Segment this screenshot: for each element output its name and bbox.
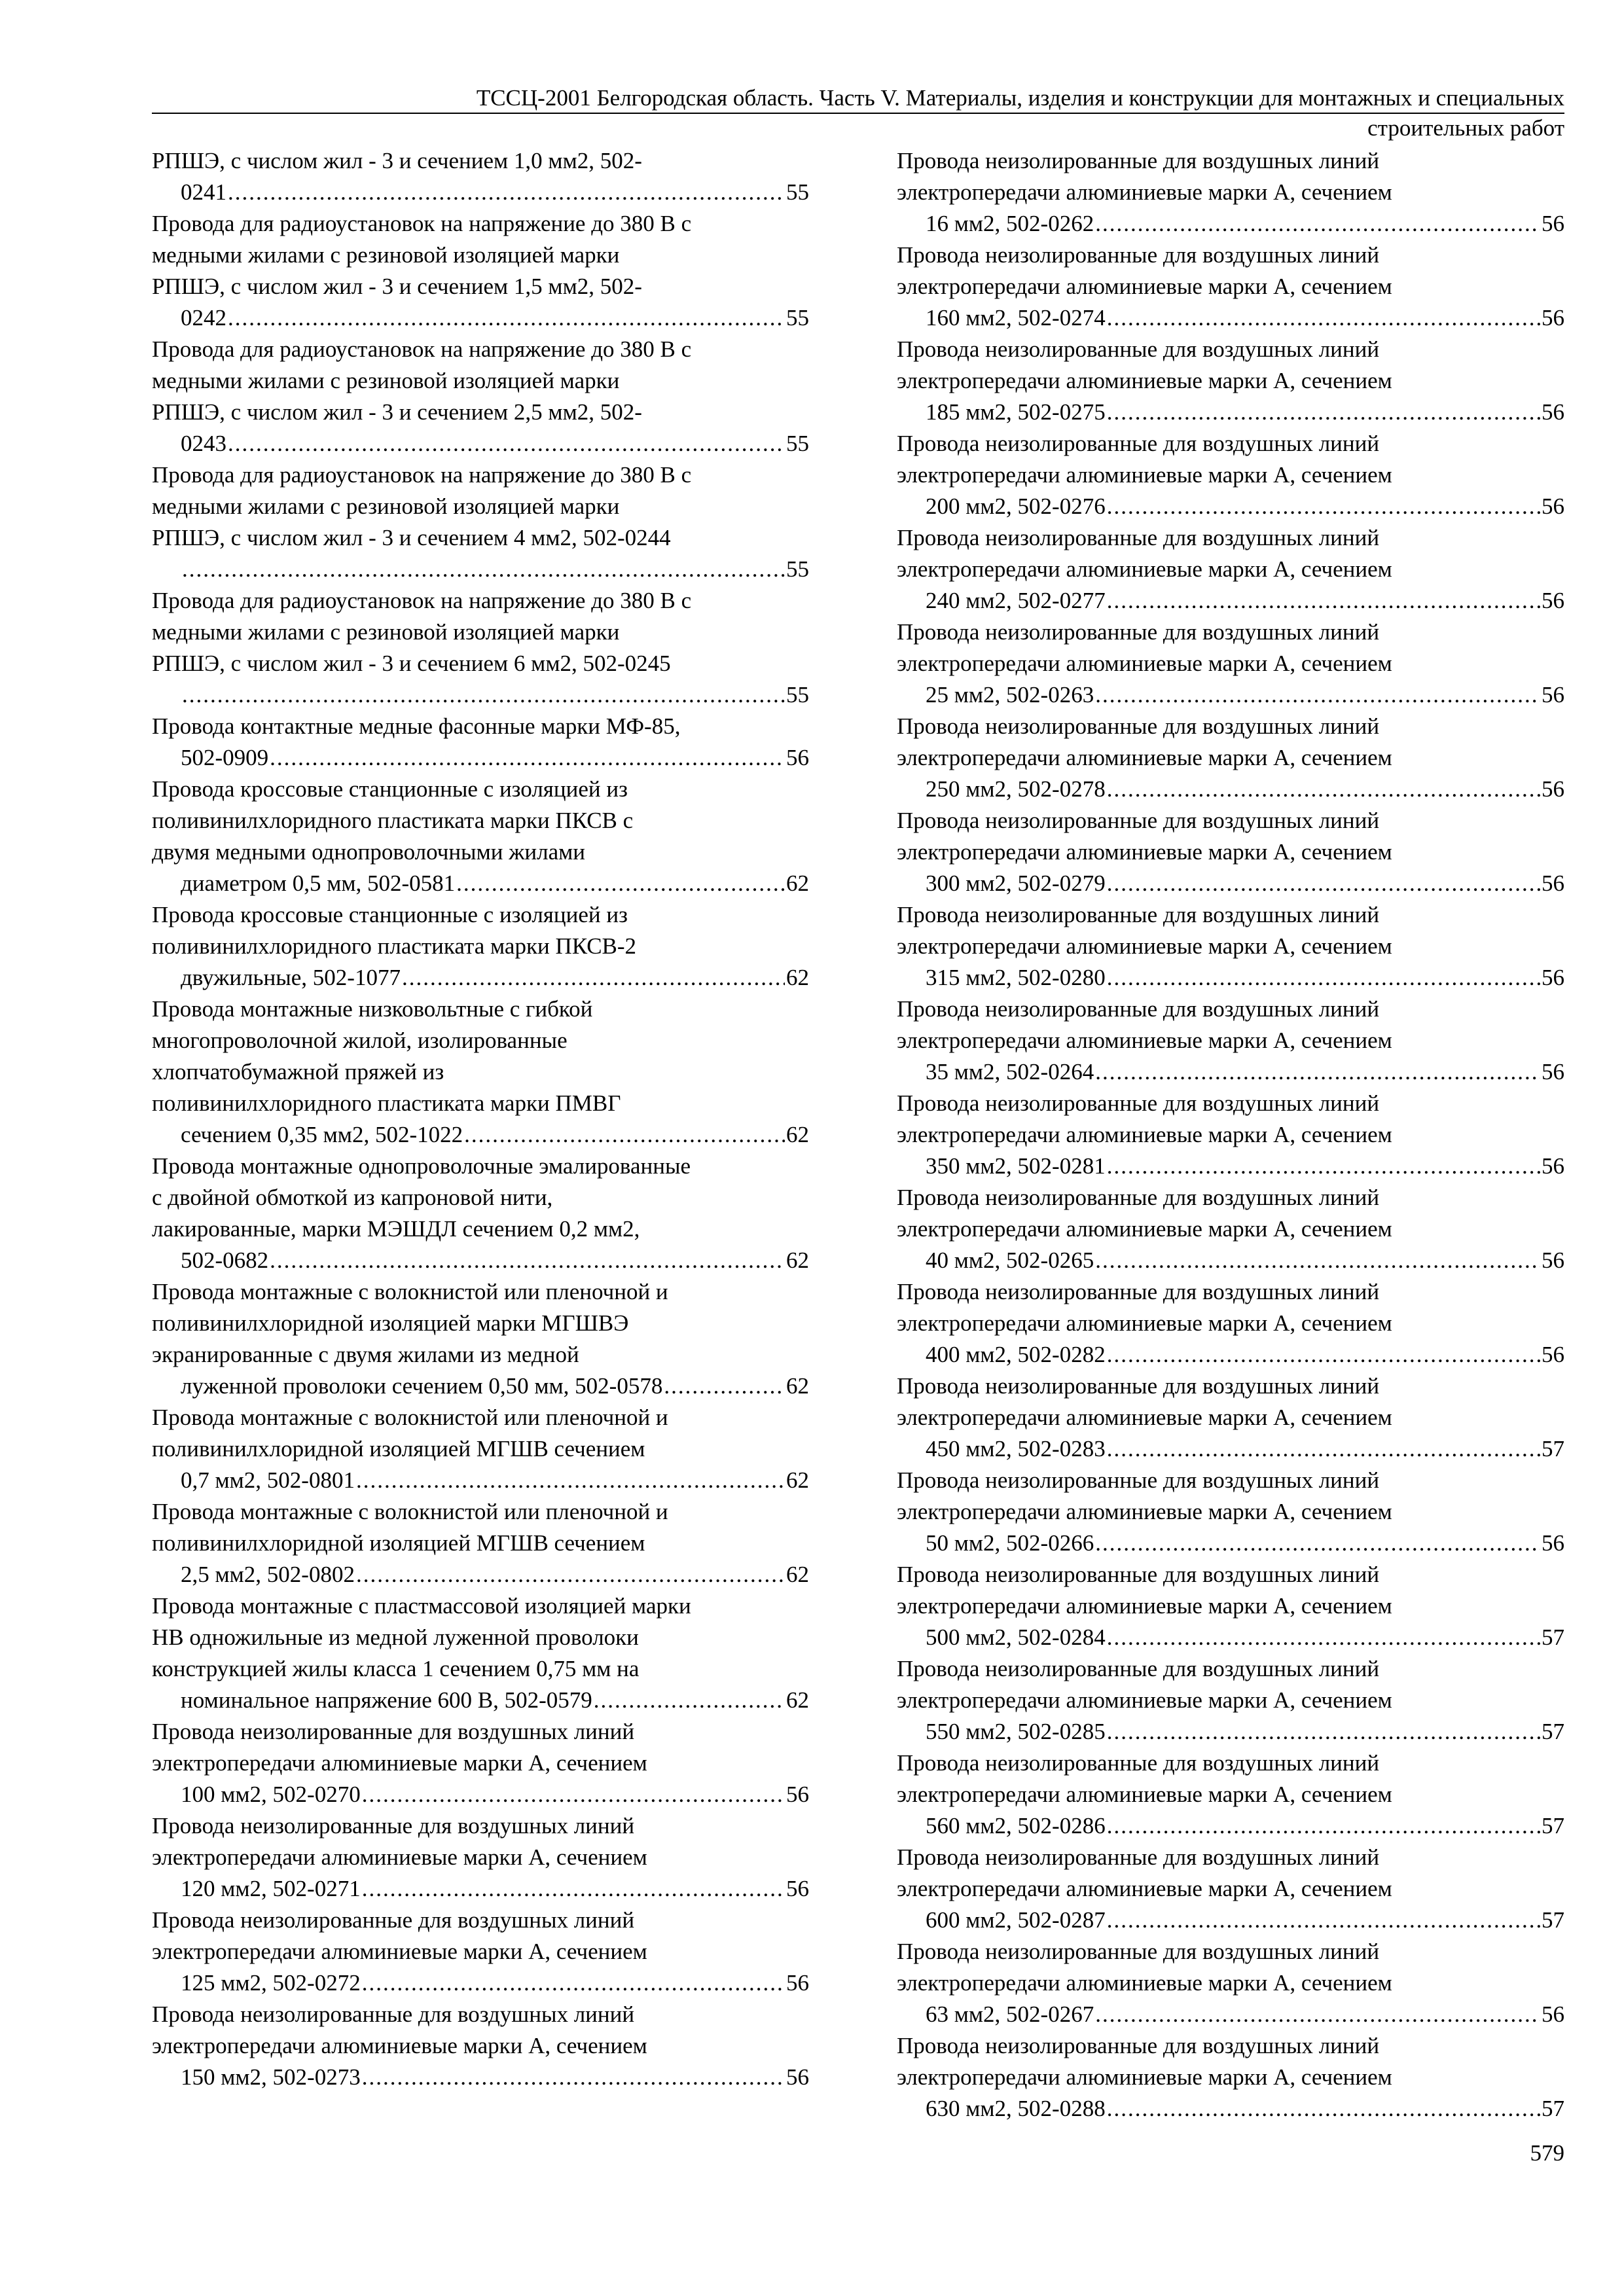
index-entry-line: Провода неизолированные для воздушных линий bbox=[897, 1562, 1380, 1587]
dot-leader bbox=[228, 177, 785, 208]
index-entry-page-number: 56 bbox=[786, 1970, 809, 1996]
index-entry-line: экранированные с двумя жилами из медной bbox=[152, 1342, 579, 1367]
index-entry-line: Провода неизолированные для воздушных линий bbox=[897, 713, 1380, 739]
index-entry-last-line: 0241 bbox=[181, 179, 226, 205]
dot-leader bbox=[1095, 1528, 1540, 1559]
index-entry-line: медными жилами с резиновой изоляцией марки bbox=[152, 368, 620, 393]
dot-leader bbox=[1095, 1056, 1540, 1088]
index-entry-line: НВ одножильные из медной луженной проволоки bbox=[152, 1624, 639, 1650]
index-entry-last-line: 250 мм2, 502-0278 bbox=[926, 776, 1106, 802]
index-entry-line: электропередачи алюминиевые марки А, сечением bbox=[897, 1499, 1392, 1524]
dot-leader bbox=[270, 742, 785, 774]
index-entry bbox=[152, 1590, 809, 1716]
index-entry-line: поливинилхлоридного пластиката марки ПМВГ bbox=[152, 1090, 621, 1116]
index-entry-line: электропередачи алюминиевые марки А, сечением bbox=[897, 1310, 1392, 1336]
index-entry bbox=[897, 1465, 1564, 1559]
index-entry bbox=[897, 1653, 1564, 1748]
dot-leader bbox=[594, 1685, 785, 1716]
index-entry bbox=[152, 585, 809, 711]
index-entry-page-number: 57 bbox=[1542, 1436, 1564, 1462]
index-entry-last-line: 185 мм2, 502-0275 bbox=[926, 399, 1106, 425]
index-entry-leader-line bbox=[926, 1905, 1564, 1936]
index-entry-leader-line bbox=[926, 1339, 1564, 1371]
index-entry-last-line: луженной проволоки сечением 0,50 мм, 502-0578 bbox=[181, 1373, 663, 1399]
index-entry-page-number: 56 bbox=[1542, 1059, 1564, 1085]
dot-leader bbox=[1107, 2093, 1540, 2125]
index-entry-line: Провода неизолированные для воздушных линий bbox=[152, 1719, 635, 1744]
index-entry-line: электропередачи алюминиевые марки А, сечением bbox=[897, 179, 1392, 205]
index-entry-page-number: 62 bbox=[786, 965, 809, 990]
index-entry-page-number: 62 bbox=[786, 870, 809, 896]
index-entry-leader-line bbox=[926, 1151, 1564, 1182]
index-entry bbox=[897, 805, 1564, 899]
index-entry-line: Провода неизолированные для воздушных линий bbox=[897, 1656, 1380, 1681]
index-entry-line: электропередачи алюминиевые марки А, сечением bbox=[897, 1782, 1392, 1807]
index-entry-line: Провода неизолированные для воздушных линий bbox=[897, 1090, 1380, 1116]
index-entry-leader-line bbox=[181, 1967, 809, 1999]
index-entry-leader-line bbox=[926, 679, 1564, 711]
index-entry-line: многопроволочной жилой, изолированные bbox=[152, 1028, 568, 1053]
index-entry-leader-line bbox=[181, 302, 809, 334]
index-entry-leader-line bbox=[181, 428, 809, 459]
index-entry-page-number: 62 bbox=[786, 1467, 809, 1493]
index-entry-line: Провода неизолированные для воздушных линий bbox=[897, 1939, 1380, 1964]
index-entry-page-number: 62 bbox=[786, 1562, 809, 1587]
dot-leader bbox=[1107, 1622, 1540, 1653]
index-entry-last-line: 300 мм2, 502-0279 bbox=[926, 870, 1106, 896]
index-entry-leader-line bbox=[926, 2093, 1564, 2125]
index-entry bbox=[897, 1936, 1564, 2030]
index-entry-line: электропередачи алюминиевые марки А, сечением bbox=[897, 1970, 1392, 1996]
index-entry-last-line: 125 мм2, 502-0272 bbox=[181, 1970, 361, 1996]
index-entry-last-line: 2,5 мм2, 502-0802 bbox=[181, 1562, 355, 1587]
index-entry bbox=[152, 1402, 809, 1496]
index-entry-page-number: 55 bbox=[786, 305, 809, 331]
index-entry-page-number: 56 bbox=[1542, 1342, 1564, 1367]
index-entry-line: Провода неизолированные для воздушных линий bbox=[897, 1750, 1380, 1776]
index-entry-line: Провода кроссовые станционные с изоляцией из bbox=[152, 902, 628, 927]
index-entry-page-number: 56 bbox=[1542, 1530, 1564, 1556]
index-entry-line: Провода для радиоустановок на напряжение до 380 В с bbox=[152, 336, 692, 362]
index-entry-line: медными жилами с резиновой изоляцией марки bbox=[152, 493, 620, 519]
index-entry-page-number: 56 bbox=[1542, 776, 1564, 802]
index-entry-line: электропередачи алюминиевые марки А, сечением bbox=[897, 462, 1392, 488]
dot-leader bbox=[1107, 868, 1540, 899]
index-entry-page-number: 56 bbox=[1542, 588, 1564, 613]
index-entry-line: медными жилами с резиновой изоляцией марки bbox=[152, 619, 620, 645]
index-entry-line: Провода неизолированные для воздушных линий bbox=[897, 242, 1380, 268]
dot-leader bbox=[1095, 208, 1540, 240]
index-entry-line: Провода неизолированные для воздушных линий bbox=[897, 1844, 1380, 1870]
index-entry-line: с двойной обмоткой из капроновой нити, bbox=[152, 1185, 553, 1210]
index-entry-page-number: 62 bbox=[786, 1687, 809, 1713]
index-entry-line: электропередачи алюминиевые марки А, сечением bbox=[897, 274, 1392, 299]
index-entry-last-line: 35 мм2, 502-0264 bbox=[926, 1059, 1094, 1085]
index-entry-line: Провода для радиоустановок на напряжение до 380 В с bbox=[152, 462, 692, 488]
index-entry-leader-line bbox=[926, 397, 1564, 428]
index-entry-last-line: номинальное напряжение 600 В, 502-0579 bbox=[181, 1687, 592, 1713]
index-column-left bbox=[152, 145, 809, 2093]
index-entry-line: электропередачи алюминиевые марки А, сечением bbox=[897, 2064, 1392, 2090]
index-entry-page-number: 55 bbox=[786, 556, 809, 582]
index-entry-leader-line bbox=[181, 1465, 809, 1496]
index-entry-line: РПШЭ, с числом жил - 3 и сечением 2,5 мм2, 502- bbox=[152, 399, 642, 425]
dot-leader bbox=[356, 1559, 785, 1590]
index-entry-line: электропередачи алюминиевые марки А, сечением bbox=[152, 1750, 647, 1776]
index-entry-line: электропередачи алюминиевые марки А, сечением bbox=[897, 368, 1392, 393]
index-entry bbox=[152, 459, 809, 585]
index-entry-leader-line bbox=[181, 554, 809, 585]
index-entry-last-line: 450 мм2, 502-0283 bbox=[926, 1436, 1106, 1462]
dot-leader bbox=[1107, 1716, 1540, 1748]
page-header bbox=[152, 84, 1564, 141]
index-entry-last-line: 630 мм2, 502-0288 bbox=[926, 2096, 1106, 2121]
index-entry-page-number: 56 bbox=[1542, 870, 1564, 896]
index-entry-page-number: 57 bbox=[1542, 1907, 1564, 1933]
index-entry-line: Провода неизолированные для воздушных линий bbox=[897, 1467, 1380, 1493]
index-entry-leader-line bbox=[926, 1528, 1564, 1559]
index-entry-leader-line bbox=[926, 1810, 1564, 1842]
index-entry-last-line: 315 мм2, 502-0280 bbox=[926, 965, 1106, 990]
index-entry-line: электропередачи алюминиевые марки А, сечением bbox=[897, 1028, 1392, 1053]
index-entry-leader-line bbox=[926, 1622, 1564, 1653]
index-entry bbox=[897, 617, 1564, 711]
index-entry-last-line: двужильные, 502-1077 bbox=[181, 965, 401, 990]
index-entry-leader-line bbox=[926, 1056, 1564, 1088]
index-entry-line: электропередачи алюминиевые марки А, сечением bbox=[897, 839, 1392, 865]
index-entry-last-line: 120 мм2, 502-0271 bbox=[181, 1876, 361, 1901]
dot-leader bbox=[362, 2062, 785, 2093]
index-entry-line: Провода неизолированные для воздушных линий bbox=[897, 1373, 1380, 1399]
index-entry-line: РПШЭ, с числом жил - 3 и сечением 4 мм2, 502-0244 bbox=[152, 525, 671, 550]
index-entry-page-number: 56 bbox=[786, 1782, 809, 1807]
dot-leader bbox=[362, 1967, 785, 1999]
index-entry bbox=[897, 1559, 1564, 1653]
index-entry-leader-line bbox=[926, 491, 1564, 522]
dot-leader bbox=[362, 1779, 785, 1810]
dot-leader bbox=[664, 1371, 785, 1402]
index-entry bbox=[897, 1371, 1564, 1465]
index-entry-leader-line bbox=[926, 302, 1564, 334]
index-entry bbox=[897, 994, 1564, 1088]
index-entry-page-number: 56 bbox=[1542, 682, 1564, 708]
index-entry-line: электропередачи алюминиевые марки А, сечением bbox=[897, 1593, 1392, 1619]
index-entry-leader-line bbox=[181, 679, 809, 711]
index-entry-line: конструкцией жилы класса 1 сечением 0,75 мм на bbox=[152, 1656, 640, 1681]
header-title-line-2: строительных работ bbox=[1367, 115, 1564, 141]
dot-leader bbox=[356, 1465, 785, 1496]
index-entry-leader-line bbox=[181, 2062, 809, 2093]
index-entry-leader-line bbox=[181, 1873, 809, 1905]
index-entry-line: Провода неизолированные для воздушных линий bbox=[897, 996, 1380, 1022]
header-title-line-1: ТССЦ-2001 Белгородская область. Часть V. Материалы, изделия и конструкции для монтажных и специальных bbox=[476, 85, 1564, 111]
index-entry-last-line: 240 мм2, 502-0277 bbox=[926, 588, 1106, 613]
index-entry-page-number: 56 bbox=[1542, 399, 1564, 425]
index-entry bbox=[152, 1716, 809, 1810]
index-entry-line: Провода неизолированные для воздушных линий bbox=[897, 619, 1380, 645]
index-entry-leader-line bbox=[181, 1559, 809, 1590]
index-entry bbox=[897, 428, 1564, 522]
index-entry-leader-line bbox=[181, 177, 809, 208]
index-entry-line: электропередачи алюминиевые марки А, сечением bbox=[897, 1405, 1392, 1430]
dot-leader bbox=[362, 1873, 785, 1905]
index-entry-line: электропередачи алюминиевые марки А, сечением bbox=[897, 651, 1392, 676]
index-entry bbox=[152, 899, 809, 994]
index-entry bbox=[897, 1842, 1564, 1936]
index-entry-line: Провода монтажные с волокнистой или пленочной и bbox=[152, 1499, 668, 1524]
index-entry-line: Провода для радиоустановок на напряжение до 380 В с bbox=[152, 588, 692, 613]
index-entry-page-number: 57 bbox=[1542, 1719, 1564, 1744]
index-entry-last-line: 16 мм2, 502-0262 bbox=[926, 211, 1094, 236]
index-entry-leader-line bbox=[926, 585, 1564, 617]
index-entry bbox=[152, 145, 809, 208]
index-entry-last-line: сечением 0,35 мм2, 502-1022 bbox=[181, 1122, 463, 1147]
dot-leader bbox=[1107, 1905, 1540, 1936]
index-entry-page-number: 56 bbox=[1542, 1153, 1564, 1179]
index-entry-line: Провода для радиоустановок на напряжение до 380 В с bbox=[152, 211, 692, 236]
index-entry-last-line: 160 мм2, 502-0274 bbox=[926, 305, 1106, 331]
dot-leader bbox=[1107, 962, 1540, 994]
index-entry-page-number: 55 bbox=[786, 431, 809, 456]
index-entry-last-line: 0,7 мм2, 502-0801 bbox=[181, 1467, 355, 1493]
index-entry-line: Провода неизолированные для воздушных линий bbox=[897, 1185, 1380, 1210]
index-entry-leader-line bbox=[181, 962, 809, 994]
index-entry-line: электропередачи алюминиевые марки А, сечением bbox=[897, 1687, 1392, 1713]
index-entry-leader-line bbox=[926, 1433, 1564, 1465]
index-entry bbox=[152, 1810, 809, 1905]
index-entry-last-line: 502-0682 bbox=[181, 1247, 269, 1273]
index-entry-page-number: 56 bbox=[786, 1876, 809, 1901]
index-entry bbox=[152, 774, 809, 899]
index-entry-line: поливинилхлоридного пластиката марки ПКСВ-2 bbox=[152, 933, 637, 959]
index-entry-last-line: 63 мм2, 502-0267 bbox=[926, 2001, 1094, 2027]
index-entry-page-number: 56 bbox=[1542, 2001, 1564, 2027]
index-entry-line: электропередачи алюминиевые марки А, сечением bbox=[897, 1122, 1392, 1147]
dot-leader bbox=[228, 302, 785, 334]
dot-leader bbox=[1095, 1245, 1540, 1276]
index-entry-page-number: 55 bbox=[786, 179, 809, 205]
index-entry-last-line: 200 мм2, 502-0276 bbox=[926, 493, 1106, 519]
index-entry-line: электропередачи алюминиевые марки А, сечением bbox=[897, 745, 1392, 770]
index-entry-line: РПШЭ, с числом жил - 3 и сечением 6 мм2, 502-0245 bbox=[152, 651, 671, 676]
index-entry bbox=[897, 145, 1564, 240]
index-entry-leader-line bbox=[926, 962, 1564, 994]
index-entry bbox=[152, 1905, 809, 1999]
index-entry-line: поливинилхлоридной изоляцией МГШВ сечением bbox=[152, 1436, 645, 1462]
dot-leader bbox=[1095, 679, 1540, 711]
index-entry-line: Провода неизолированные для воздушных линий bbox=[152, 1907, 635, 1933]
index-entry bbox=[152, 1496, 809, 1590]
index-entry-last-line: 600 мм2, 502-0287 bbox=[926, 1907, 1106, 1933]
dot-leader bbox=[228, 428, 785, 459]
index-entry-line: медными жилами с резиновой изоляцией марки bbox=[152, 242, 620, 268]
dot-leader bbox=[1107, 1339, 1540, 1371]
index-entry-page-number: 56 bbox=[786, 2064, 809, 2090]
dot-leader bbox=[1107, 302, 1540, 334]
index-entry-line: лакированные, марки МЭШДЛ сечением 0,2 мм2, bbox=[152, 1216, 640, 1242]
index-entry-last-line: 40 мм2, 502-0265 bbox=[926, 1247, 1094, 1273]
index-entry-line: РПШЭ, с числом жил - 3 и сечением 1,5 мм2, 502- bbox=[152, 274, 642, 299]
index-entry-leader-line bbox=[926, 868, 1564, 899]
index-entry-line: поливинилхлоридной изоляцией марки МГШВЭ bbox=[152, 1310, 629, 1336]
index-entry-last-line: 0243 bbox=[181, 431, 226, 456]
index-entry-line: Провода монтажные низковольтные с гибкой bbox=[152, 996, 593, 1022]
index-entry bbox=[152, 1999, 809, 2093]
dot-leader bbox=[1107, 1810, 1540, 1842]
index-entry-leader-line bbox=[181, 1779, 809, 1810]
index-entry-line: Провода кроссовые станционные с изоляцией из bbox=[152, 776, 628, 802]
index-entry-page-number: 56 bbox=[1542, 965, 1564, 990]
index-entry-last-line: 0242 bbox=[181, 305, 226, 331]
index-entry-last-line: 502-0909 bbox=[181, 745, 269, 770]
index-entry-page-number: 55 bbox=[786, 682, 809, 708]
index-entry bbox=[152, 994, 809, 1151]
index-entry-last-line: 50 мм2, 502-0266 bbox=[926, 1530, 1094, 1556]
index-entry-last-line: 500 мм2, 502-0284 bbox=[926, 1624, 1106, 1650]
index-entry-leader-line bbox=[181, 1245, 809, 1276]
index-entry bbox=[897, 1088, 1564, 1182]
index-entry-line: Провода монтажные с пластмассовой изоляцией марки bbox=[152, 1593, 691, 1619]
dot-leader bbox=[1107, 491, 1540, 522]
index-entry-last-line: 400 мм2, 502-0282 bbox=[926, 1342, 1106, 1367]
index-entry-leader-line bbox=[181, 868, 809, 899]
index-entry-page-number: 56 bbox=[1542, 211, 1564, 236]
index-entry-last-line: 150 мм2, 502-0273 bbox=[181, 2064, 361, 2090]
index-entry-page-number: 56 bbox=[1542, 305, 1564, 331]
index-entry bbox=[897, 711, 1564, 805]
dot-leader bbox=[270, 1245, 785, 1276]
dot-leader bbox=[182, 679, 785, 711]
index-entry-line: поливинилхлоридной изоляцией МГШВ сечением bbox=[152, 1530, 645, 1556]
index-entry-leader-line bbox=[181, 1371, 809, 1402]
index-entry-line: Провода неизолированные для воздушных линий bbox=[152, 2001, 635, 2027]
index-entry-line: хлопчатобумажной пряжей из bbox=[152, 1059, 444, 1085]
dot-leader bbox=[1107, 397, 1540, 428]
index-entry-leader-line bbox=[926, 1716, 1564, 1748]
index-entry-leader-line bbox=[181, 1119, 809, 1151]
index-entry bbox=[897, 2030, 1564, 2125]
dot-leader bbox=[1095, 1999, 1540, 2030]
dot-leader bbox=[1107, 1151, 1540, 1182]
index-entry bbox=[897, 1748, 1564, 1842]
index-entry-page-number: 56 bbox=[1542, 493, 1564, 519]
index-entry-line: Провода неизолированные для воздушных линий bbox=[897, 1279, 1380, 1304]
index-entry-line: электропередачи алюминиевые марки А, сечением bbox=[897, 933, 1392, 959]
index-entry-leader-line bbox=[926, 208, 1564, 240]
index-entry-line: Провода неизолированные для воздушных линий bbox=[897, 808, 1380, 833]
index-entry-line: Провода неизолированные для воздушных линий bbox=[897, 2033, 1380, 2058]
index-entry-line: Провода монтажные с волокнистой или пленочной и bbox=[152, 1279, 668, 1304]
index-entry-last-line: диаметром 0,5 мм, 502-0581 bbox=[181, 870, 456, 896]
index-entry bbox=[897, 334, 1564, 428]
index-entry bbox=[897, 522, 1564, 617]
index-entry bbox=[897, 1276, 1564, 1371]
dot-leader bbox=[402, 962, 785, 994]
index-column-right bbox=[897, 145, 1564, 2125]
page-number: 579 bbox=[1530, 2140, 1564, 2166]
index-entry-line: электропередачи алюминиевые марки А, сечением bbox=[897, 556, 1392, 582]
dot-leader bbox=[456, 868, 785, 899]
dot-leader bbox=[464, 1119, 785, 1151]
index-entry bbox=[152, 334, 809, 459]
index-entry bbox=[152, 1276, 809, 1402]
index-entry-line: двумя медными однопроволочными жилами bbox=[152, 839, 585, 865]
index-entry bbox=[152, 208, 809, 334]
index-entry-leader-line bbox=[181, 742, 809, 774]
index-entry-line: Провода монтажные с волокнистой или пленочной и bbox=[152, 1405, 668, 1430]
dot-leader bbox=[182, 554, 785, 585]
index-entry-line: электропередачи алюминиевые марки А, сечением bbox=[897, 1216, 1392, 1242]
index-entry-leader-line bbox=[926, 1999, 1564, 2030]
index-entry-line: Провода неизолированные для воздушных линий bbox=[897, 902, 1380, 927]
index-entry-last-line: 25 мм2, 502-0263 bbox=[926, 682, 1094, 708]
index-entry-page-number: 56 bbox=[1542, 1247, 1564, 1273]
index-entry-page-number: 57 bbox=[1542, 1624, 1564, 1650]
index-entry-line: Провода контактные медные фасонные марки МФ-85, bbox=[152, 713, 681, 739]
index-entry bbox=[897, 240, 1564, 334]
index-entry bbox=[897, 1182, 1564, 1276]
index-entry-leader-line bbox=[181, 1685, 809, 1716]
index-entry-last-line: 550 мм2, 502-0285 bbox=[926, 1719, 1106, 1744]
index-entry-line: Провода неизолированные для воздушных линий bbox=[897, 336, 1380, 362]
index-entry-line: поливинилхлоридного пластиката марки ПКСВ с bbox=[152, 808, 634, 833]
index-entry-leader-line bbox=[926, 774, 1564, 805]
index-entry-line: электропередачи алюминиевые марки А, сечением bbox=[152, 2033, 647, 2058]
index-entry-line: электропередачи алюминиевые марки А, сечением bbox=[152, 1939, 647, 1964]
index-entry-line: Провода неизолированные для воздушных линий bbox=[152, 1813, 635, 1839]
index-entry-line: Провода монтажные однопроволочные эмалированные bbox=[152, 1153, 691, 1179]
index-entry-page-number: 62 bbox=[786, 1373, 809, 1399]
index-entry-line: электропередачи алюминиевые марки А, сечением bbox=[152, 1844, 647, 1870]
index-entry-page-number: 57 bbox=[1542, 1813, 1564, 1839]
index-entry bbox=[152, 711, 809, 774]
index-entry-last-line: 350 мм2, 502-0281 bbox=[926, 1153, 1106, 1179]
index-entry-line: электропередачи алюминиевые марки А, сечением bbox=[897, 1876, 1392, 1901]
dot-leader bbox=[1107, 585, 1540, 617]
index-entry bbox=[897, 899, 1564, 994]
index-entry-line: Провода неизолированные для воздушных линий bbox=[897, 148, 1380, 173]
index-entry-page-number: 62 bbox=[786, 1122, 809, 1147]
index-entry-page-number: 62 bbox=[786, 1247, 809, 1273]
index-entry-line: Провода неизолированные для воздушных линий bbox=[897, 431, 1380, 456]
index-entry-leader-line bbox=[926, 1245, 1564, 1276]
index-entry bbox=[152, 1151, 809, 1276]
index-entry-last-line: 560 мм2, 502-0286 bbox=[926, 1813, 1106, 1839]
index-entry-line: Провода неизолированные для воздушных линий bbox=[897, 525, 1380, 550]
index-entry-last-line: 100 мм2, 502-0270 bbox=[181, 1782, 361, 1807]
dot-leader bbox=[1107, 774, 1540, 805]
index-entry-page-number: 56 bbox=[786, 745, 809, 770]
dot-leader bbox=[1107, 1433, 1540, 1465]
index-entry-page-number: 57 bbox=[1542, 2096, 1564, 2121]
index-entry-line: РПШЭ, с числом жил - 3 и сечением 1,0 мм2, 502- bbox=[152, 148, 642, 173]
